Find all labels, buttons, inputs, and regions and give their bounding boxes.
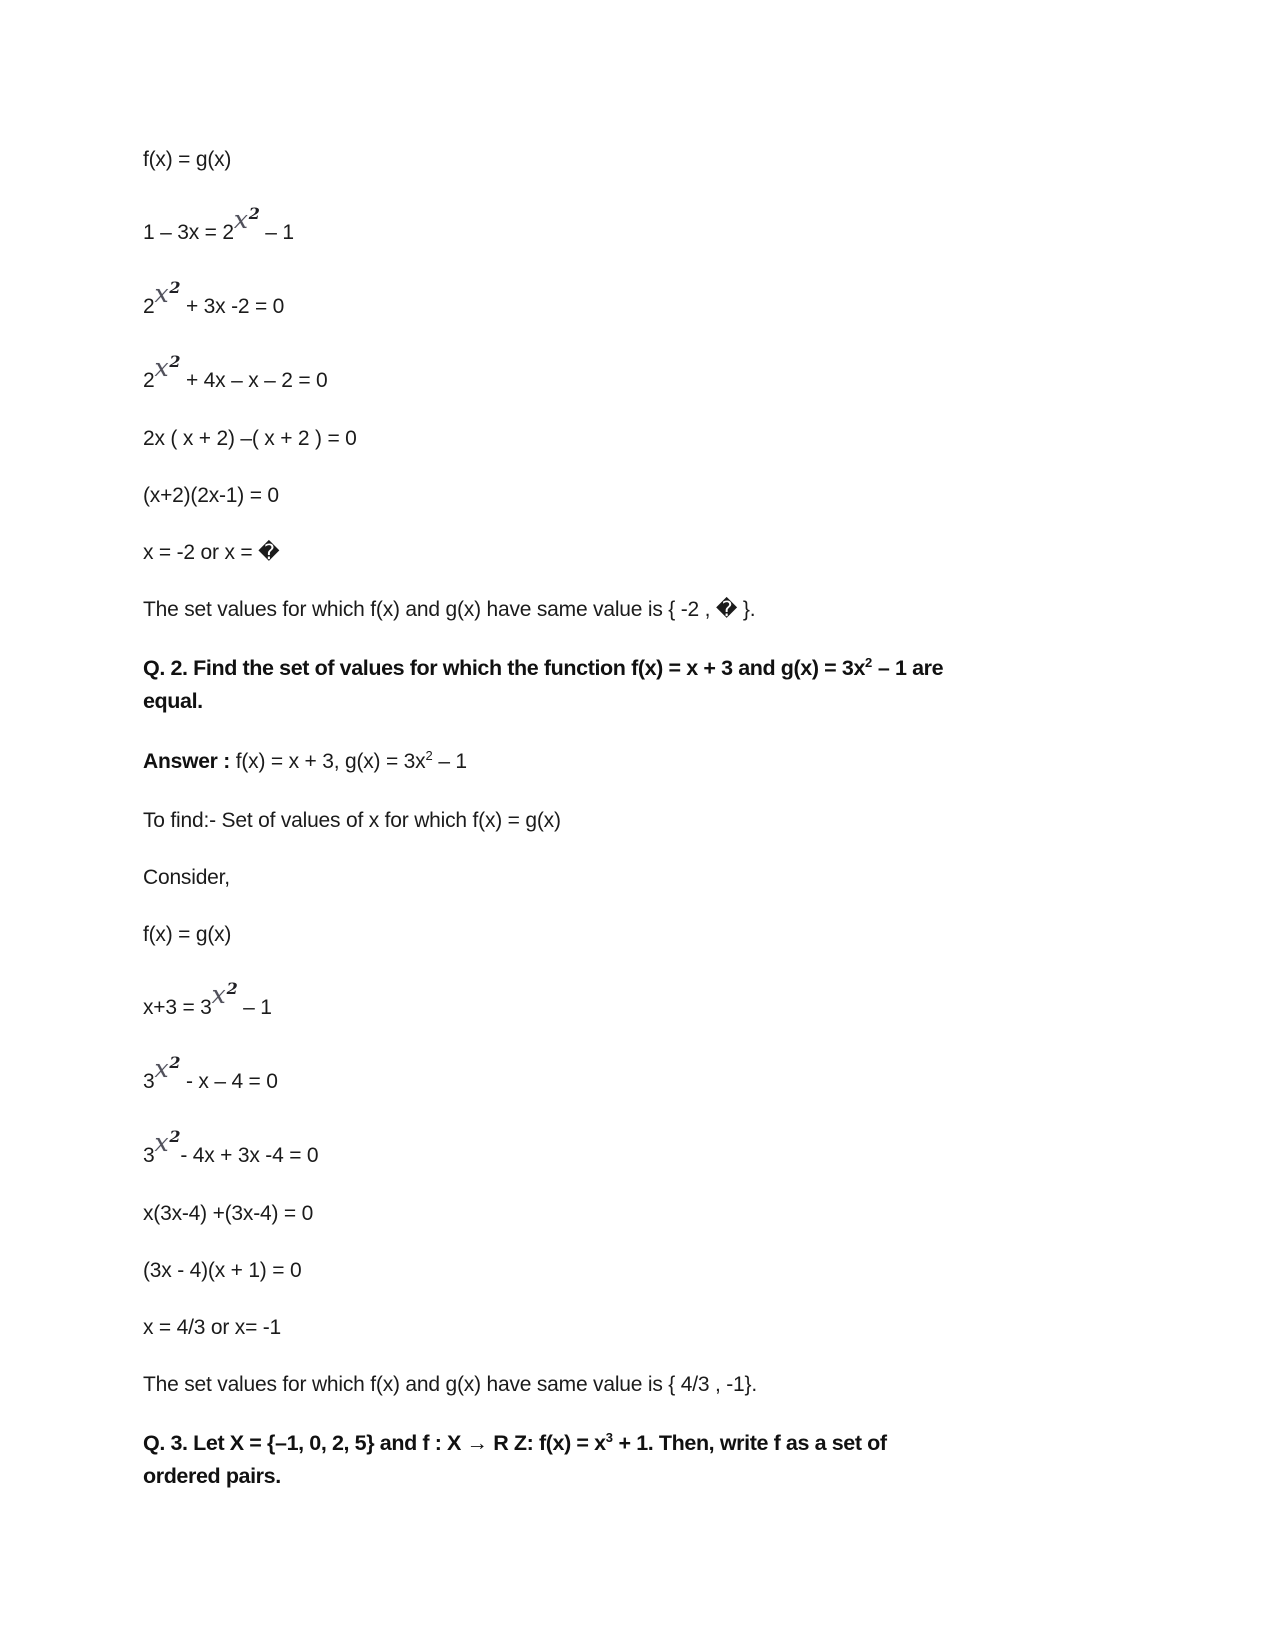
text-run: The set values for which f(x) and g(x) have same value is { 4/3 , -1}. <box>143 1373 757 1396</box>
superscript-base: x <box>233 205 248 234</box>
question-2-heading <box>143 653 1140 717</box>
superscript-exponent: 2 <box>169 1127 181 1146</box>
superscript-base: x <box>154 1054 169 1083</box>
text-run: equal. <box>143 689 203 713</box>
superscript-exponent: 2 <box>169 1053 181 1072</box>
text-run: f(x) = x + 3, g(x) = 3x <box>235 750 426 773</box>
superscript-exponent: 2 <box>226 979 238 998</box>
superscript-text: 2 <box>865 655 873 670</box>
text-run: 2 <box>143 369 155 392</box>
superscript-exponent: 2 <box>169 278 181 297</box>
text-line <box>143 1314 1140 1342</box>
equation-line <box>143 1126 1140 1171</box>
text-run: 2 <box>143 295 155 318</box>
answer-label: Answer : <box>143 750 236 773</box>
superscript-exponent: 2 <box>248 204 260 223</box>
text-run: Q. 2. Find the set of values for which the function f(x) = x + 3 and g(x) = 3x <box>143 656 866 680</box>
superscript-exponent: 2 <box>169 352 181 371</box>
x-squared-superscript <box>154 1127 181 1157</box>
text-run: ordered pairs. <box>143 1464 281 1488</box>
text-run: 3 <box>143 1070 155 1093</box>
text-line <box>143 921 1140 949</box>
text-line <box>143 1200 1140 1228</box>
text-run: x = 4/3 or x= -1 <box>143 1316 282 1339</box>
superscript-text: 2 <box>425 748 433 763</box>
x-squared-superscript <box>154 1053 181 1083</box>
text-run: – 1 are <box>872 656 944 680</box>
text-line <box>143 482 1140 510</box>
text-run: – 1 <box>432 750 467 773</box>
x-squared-superscript <box>154 352 181 382</box>
equation-line <box>143 351 1140 396</box>
text-run: 1 – 3x = 2 <box>143 221 234 244</box>
text-line <box>143 146 1140 174</box>
equation-line <box>143 978 1140 1023</box>
text-run: + 3x -2 = 0 <box>180 295 285 318</box>
text-run: To find:- Set of values of x for which f(x) = g(x) <box>143 809 561 832</box>
equation-line <box>143 277 1140 322</box>
question-3-heading <box>143 1428 1140 1492</box>
text-run: 2x ( x + 2) –( x + 2 ) = 0 <box>143 427 357 450</box>
superscript-base: x <box>154 353 169 382</box>
equation-line <box>143 203 1140 248</box>
text-line <box>143 1257 1140 1285</box>
result-line <box>143 596 1140 624</box>
text-run: + 1. Then, write f as a set of <box>612 1431 887 1455</box>
x-squared-superscript <box>154 278 181 308</box>
equation-line <box>143 1052 1140 1097</box>
text-run: - x – 4 = 0 <box>180 1070 278 1093</box>
x-squared-superscript <box>211 979 238 1009</box>
text-run: 3 <box>143 1144 155 1167</box>
text-run: Consider, <box>143 866 230 889</box>
text-run: Q. 3. Let X = {–1, 0, 2, 5} and f : X → R Z: f(x) = x <box>143 1431 606 1455</box>
text-run: f(x) = g(x) <box>143 148 232 171</box>
text-line <box>143 425 1140 453</box>
text-run: + 4x – x – 2 = 0 <box>180 369 328 392</box>
x-squared-superscript <box>233 204 260 234</box>
text-run: – 1 <box>259 221 294 244</box>
text-run: – 1 <box>237 996 272 1019</box>
text-run: - 4x + 3x -4 = 0 <box>180 1144 319 1167</box>
text-line <box>143 864 1140 892</box>
text-run: f(x) = g(x) <box>143 923 232 946</box>
result-line <box>143 1371 1140 1399</box>
text-run: x(3x-4) +(3x-4) = 0 <box>143 1202 314 1225</box>
text-line <box>143 807 1140 835</box>
text-line <box>143 539 1140 567</box>
text-run: (x+2)(2x-1) = 0 <box>143 484 279 507</box>
superscript-base: x <box>154 279 169 308</box>
answer-line <box>143 748 1140 778</box>
text-run: The set values for which f(x) and g(x) have same value is { -2 , � }. <box>143 598 756 621</box>
superscript-base: x <box>211 980 226 1009</box>
text-run: (3x - 4)(x + 1) = 0 <box>143 1259 302 1282</box>
superscript-text: 3 <box>605 1430 613 1445</box>
text-run: x+3 = 3 <box>143 996 212 1019</box>
text-run: x = -2 or x = � <box>143 541 280 564</box>
superscript-base: x <box>154 1128 169 1157</box>
